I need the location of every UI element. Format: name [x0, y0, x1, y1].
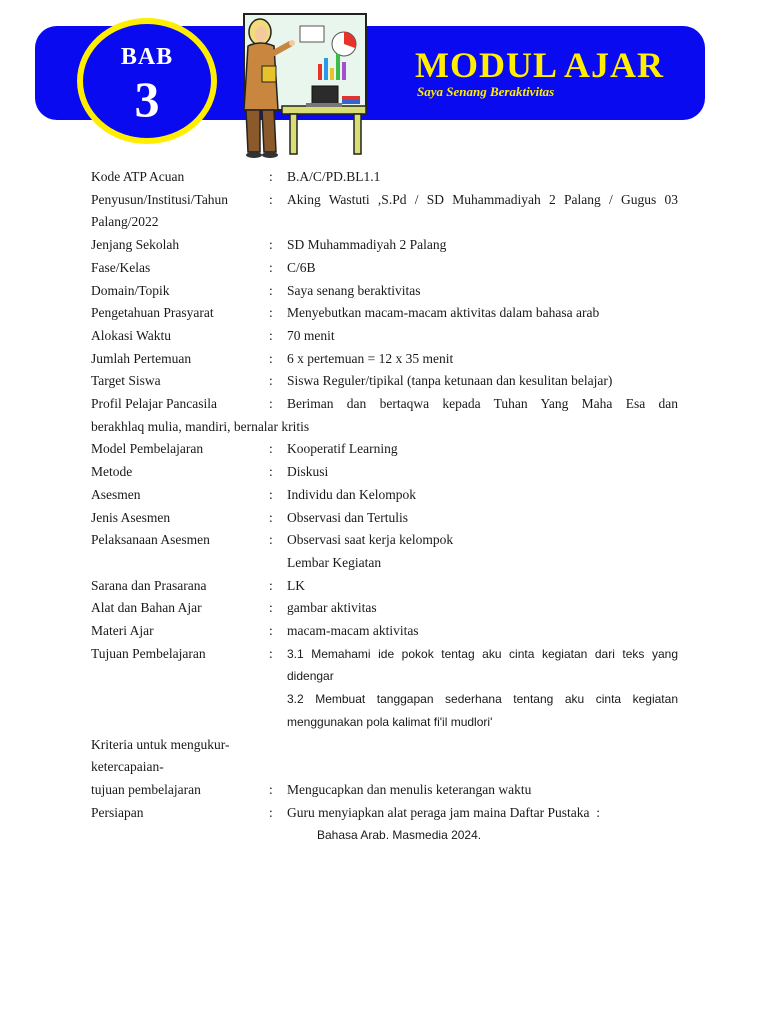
- module-info-table: [91, 166, 678, 847]
- objective-1: 3.1 Memahami ide pokok tentag aku cinta kegiatan dari teks yang: [287, 646, 678, 661]
- colon: :: [269, 169, 273, 184]
- row-kriteria: [91, 779, 678, 802]
- colon: :: [269, 396, 273, 412]
- row-label: Sarana dan Prasarana: [91, 577, 207, 593]
- row-materi: [91, 620, 678, 643]
- row-label: Persiapan: [91, 804, 144, 820]
- chapter-badge: [77, 18, 217, 144]
- colon: :: [269, 191, 273, 207]
- row-label: Tujuan Pembelajaran: [91, 645, 206, 661]
- row-label: Materi Ajar: [91, 623, 154, 639]
- row-label: Alat dan Bahan Ajar: [91, 600, 202, 616]
- row-label: Domain/Topik: [91, 282, 170, 298]
- row-persiapan: [91, 802, 678, 825]
- criteria-label-line-2: ketercapaian-: [91, 759, 164, 775]
- row-kode-atp: [91, 166, 678, 189]
- colon: :: [269, 577, 273, 593]
- teacher-illustration: [234, 10, 376, 160]
- row-continuation: Palang/2022: [91, 214, 159, 230]
- row-value: Mengucapkan dan menulis keterangan waktu: [287, 781, 532, 797]
- row-value: gambar aktivitas: [287, 600, 377, 616]
- objective-2-continuation: menggunakan pola kalimat fi'il mudlori': [287, 714, 493, 729]
- row-jenjang: [91, 234, 678, 257]
- row-target: [91, 370, 678, 393]
- row-value: Saya senang beraktivitas: [287, 282, 421, 298]
- row-pengetahuan: [91, 302, 678, 325]
- row-value: Beriman dan bertaqwa kepada Tuhan Yang Maha Esa dan: [287, 396, 678, 412]
- row-value: LK: [287, 577, 305, 593]
- row-value: Observasi dan Tertulis: [287, 509, 409, 525]
- module-subtitle: Saya Senang Beraktivitas: [417, 84, 555, 99]
- row-value: Siswa Reguler/tipikal (tanpa ketunaan dan kesulitan belajar): [287, 373, 613, 389]
- row-pelaksanaan: [91, 529, 678, 552]
- colon: :: [269, 464, 273, 480]
- row-domain: [91, 280, 678, 303]
- module-title: MODUL AJAR: [415, 45, 665, 85]
- row-alat: [91, 597, 678, 620]
- row-label: Jumlah Pertemuan: [91, 350, 192, 366]
- objective-2: 3.2 Membuat tanggapan sederhana tentang aku cinta kegiatan: [287, 692, 678, 707]
- row-value: macam-macam aktivitas: [287, 623, 419, 639]
- reference-line: Bahasa Arab. Masmedia 2024.: [317, 828, 482, 843]
- colon: :: [269, 509, 273, 525]
- chapter-label: BAB: [120, 44, 174, 70]
- colon: :: [269, 350, 273, 366]
- colon: :: [269, 645, 273, 661]
- row-value: Guru menyiapkan alat peraga jam maina Daftar Pustaka :: [287, 804, 601, 820]
- colon: :: [269, 327, 273, 343]
- colon: :: [269, 804, 273, 820]
- row-asesmen: [91, 484, 678, 507]
- row-label: Target Siswa: [91, 373, 161, 389]
- row-label: Alokasi Waktu: [91, 327, 172, 343]
- colon: :: [269, 282, 273, 298]
- row-label: Kode ATP Acuan: [91, 169, 185, 184]
- row-tujuan: [91, 643, 678, 666]
- row-value: Menyebutkan macam-macam aktivitas dalam bahasa arab: [287, 305, 600, 321]
- row-jenis-asesmen: [91, 507, 678, 530]
- colon: :: [269, 600, 273, 616]
- colon: :: [269, 305, 273, 321]
- colon: :: [269, 441, 273, 457]
- colon: :: [269, 373, 273, 389]
- row-label: Penyusun/Institusi/Tahun: [91, 191, 229, 207]
- row-label: Jenis Asesmen: [91, 509, 171, 525]
- colon: :: [269, 781, 273, 797]
- row-jumlah: [91, 348, 678, 371]
- row-value: Aking Wastuti ,S.Pd / SD Muhammadiyah 2 Palang / Gugus 03: [287, 191, 678, 207]
- row-label: Fase/Kelas: [91, 259, 151, 275]
- row-label: Pengetahuan Prasyarat: [91, 305, 214, 321]
- row-model: [91, 438, 678, 461]
- colon: :: [269, 486, 273, 502]
- row-value: SD Muhammadiyah 2 Palang: [287, 237, 447, 253]
- row-label: tujuan pembelajaran: [91, 781, 201, 797]
- row-profil: [91, 393, 678, 416]
- row-continuation: berakhlaq mulia, mandiri, bernalar kritis: [91, 418, 310, 434]
- row-value: 6 x pertemuan = 12 x 35 menit: [287, 350, 454, 366]
- row-metode: [91, 461, 678, 484]
- row-value: Individu dan Kelompok: [287, 486, 416, 502]
- row-continuation: Lembar Kegiatan: [287, 554, 382, 570]
- row-value: C/6B: [287, 259, 316, 275]
- row-label: Model Pembelajaran: [91, 441, 204, 457]
- row-label: Jenjang Sekolah: [91, 237, 180, 253]
- row-value: Kooperatif Learning: [287, 441, 398, 457]
- chapter-number: 3: [134, 71, 160, 127]
- row-alokasi: [91, 325, 678, 348]
- row-label: Profil Pelajar Pancasila: [91, 396, 217, 412]
- row-label: Metode: [91, 464, 133, 480]
- colon: :: [269, 623, 273, 639]
- colon: :: [269, 237, 273, 253]
- row-sarana: [91, 575, 678, 598]
- row-penyusun: [91, 189, 678, 212]
- row-label: Pelaksanaan Asesmen: [91, 532, 210, 548]
- row-label: Asesmen: [91, 486, 141, 502]
- row-value: Diskusi: [287, 464, 329, 480]
- row-value: Observasi saat kerja kelompok: [287, 532, 454, 548]
- colon: :: [269, 259, 273, 275]
- colon: :: [269, 532, 273, 548]
- criteria-label-line-1: Kriteria untuk mengukur-: [91, 736, 230, 752]
- row-value: 70 menit: [287, 327, 335, 343]
- objective-1-continuation: didengar: [287, 669, 334, 684]
- row-fase: [91, 257, 678, 280]
- row-value: B.A/C/PD.BL1.1: [287, 169, 381, 184]
